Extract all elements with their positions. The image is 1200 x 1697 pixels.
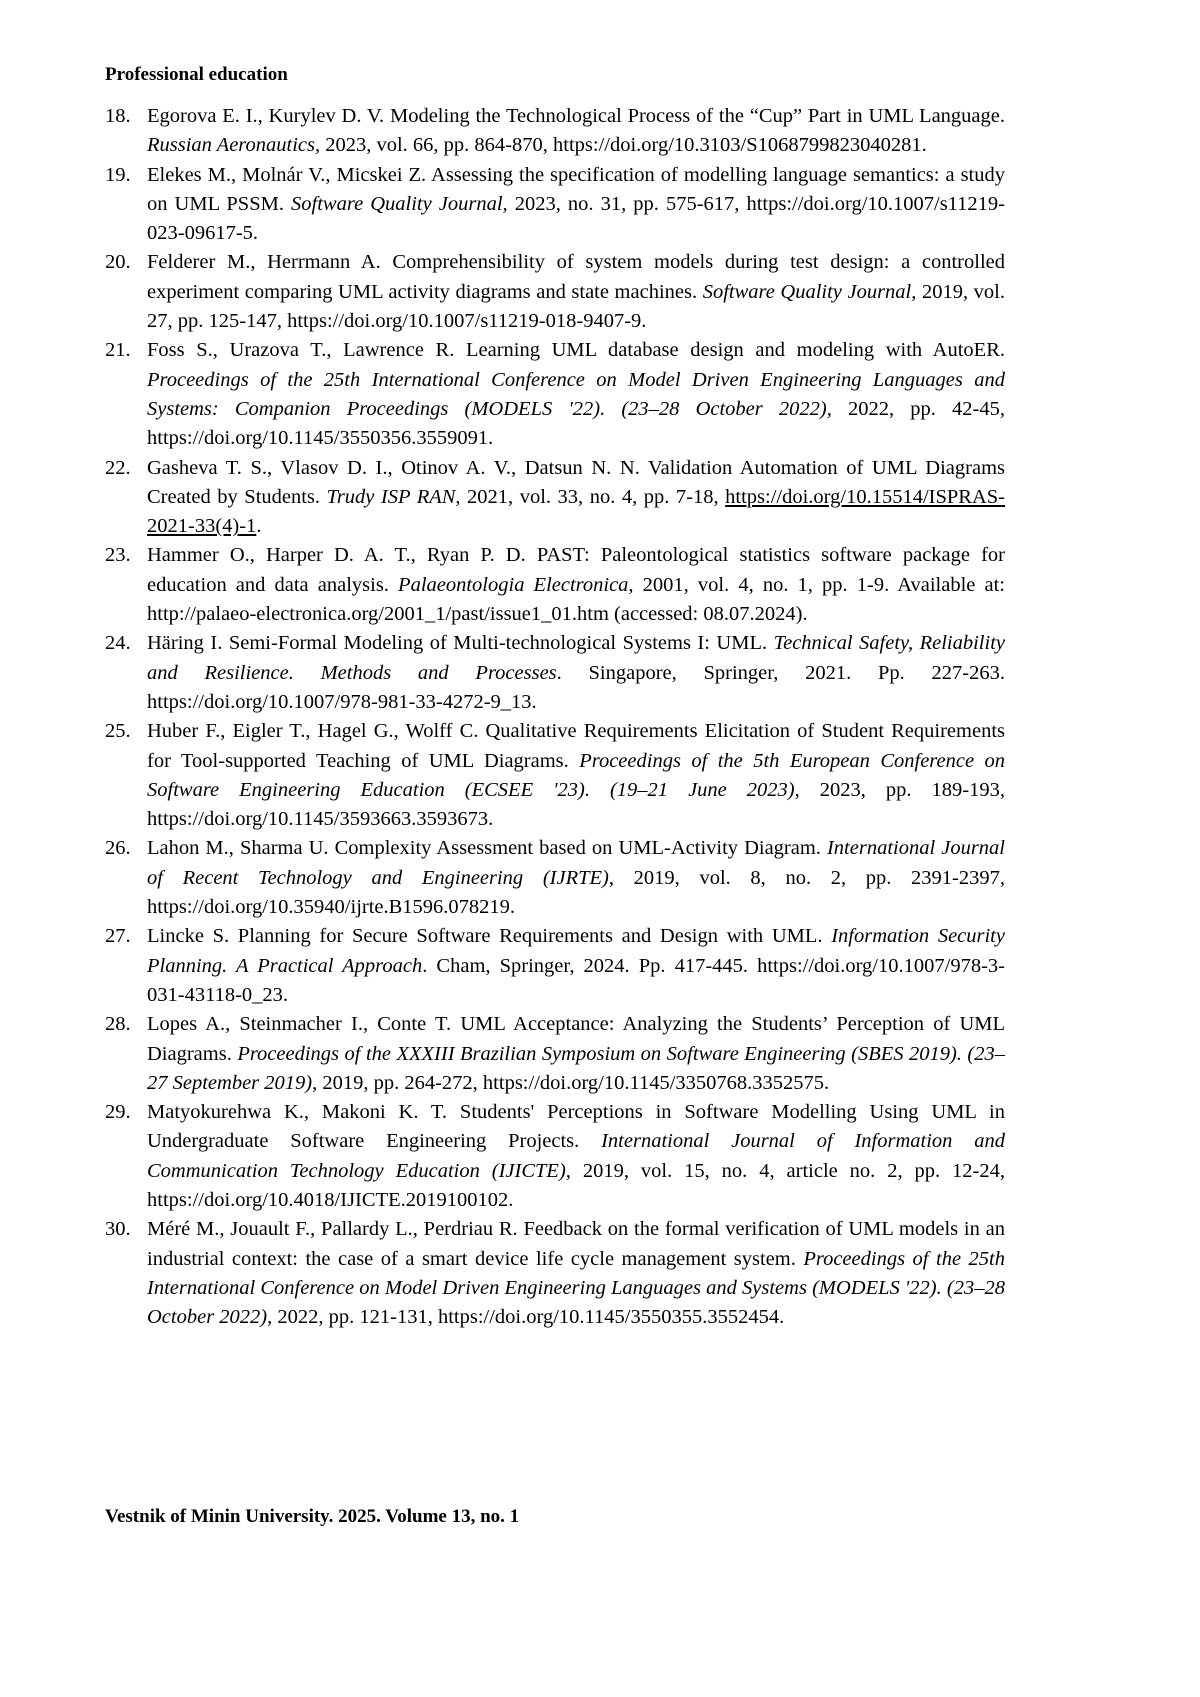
reference-text — [147, 925, 1005, 1006]
reference-list — [105, 102, 1005, 1332]
reference-item — [105, 1215, 1005, 1332]
reference-source-title: Technical Safety, Reliability and Resilience. Methods and Processes — [147, 632, 1005, 684]
reference-number: 25. — [105, 720, 131, 743]
reference-segment: Egorova E. I., Kurylev D. V. Modeling the Technological Process of the “Cup” Part in UML Language. — [147, 105, 1005, 127]
reference-number: 23. — [105, 544, 131, 567]
reference-number: 19. — [105, 163, 131, 186]
reference-text — [147, 164, 1005, 245]
reference-text — [147, 837, 1005, 918]
reference-source-title: Palaeontologia Electronica, — [398, 573, 634, 596]
reference-segment: . Singapore, Springer, 2021. Pp. 227-263. https://doi.org/10.1007/978-981-33-4272-9_13. — [147, 661, 1005, 713]
reference-segment: . — [256, 515, 262, 538]
reference-number: 21. — [105, 339, 131, 362]
reference-segment: 2022, pp. 42-45, https://doi.org/10.1145/3550356.3559091. — [147, 397, 1005, 450]
reference-segment: . Cham, Springer, 2024. Pp. 417-445. https://doi.org/10.1007/978-3-031-43118-0_23. — [147, 954, 1005, 1006]
reference-segment: Hammer O., Harper D. A. T., Ryan P. D. PAST: Paleontological statistics software package for education and data analysis. — [147, 544, 1005, 596]
reference-segment: Häring I. Semi-Formal Modeling of Multi-technological Systems I: UML. — [147, 632, 774, 655]
reference-segment: Felderer M., Herrmann A. Comprehensibility of system models during test design: a controlled experiment comparing UML activity diagrams and state machines. — [147, 251, 1005, 303]
reference-text — [147, 339, 1005, 449]
reference-number: 28. — [105, 1013, 131, 1036]
reference-segment: Gasheva T. S., Vlasov D. I., Otinov A. V., Datsun N. N. Validation Automation of UML Diagrams Created by Students. — [147, 456, 1005, 508]
reference-text — [147, 632, 1005, 713]
reference-segment: 2021, vol. 33, no. 4, pp. 7-18, — [460, 485, 726, 508]
reference-item — [105, 834, 1005, 922]
reference-item — [105, 922, 1005, 1010]
reference-item — [105, 541, 1005, 629]
reference-segment: 2023, no. 31, pp. 575-617, https://doi.org/10.1007/s11219-023-09617-5. — [147, 192, 1005, 245]
reference-number: 27. — [105, 925, 131, 948]
reference-item — [105, 248, 1005, 336]
reference-text — [147, 1013, 1005, 1094]
reference-segment: Matyokurehwa K., Makoni K. T. Students' Perceptions in Software Modelling Using UML in Undergraduate Software Engineering Projects. — [147, 1101, 1005, 1153]
reference-text — [147, 720, 1005, 830]
reference-segment: Méré M., Jouault F., Pallardy L., Perdriau R. Feedback on the formal verification of UML models in an industrial context: the case of a smart device life cycle management system. — [147, 1218, 1005, 1270]
reference-segment: 2023, pp. 189-193, https://doi.org/10.1145/3593663.3593673. — [147, 778, 1005, 831]
reference-segment: Elekes M., Molnár V., Micskei Z. Assessing the specification of modelling language semantics: a study on UML PSSM. — [147, 163, 1005, 215]
reference-source-title: Proceedings of the 25th International Conference on Model Driven Engineering Languages and Systems (MODELS '22). (23–28 October 2022), — [147, 1247, 1005, 1329]
reference-segment: Lopes A., Steinmacher I., Conte T. UML Acceptance: Analyzing the Students’ Perception of UML Diagrams. — [147, 1013, 1005, 1065]
reference-number: 26. — [105, 837, 131, 860]
reference-segment: Huber F., Eigler T., Hagel G., Wolff C. Qualitative Requirements Elicitation of Student Requirements for Tool-supported Teaching of UML Diagrams. — [147, 720, 1005, 772]
doi-link[interactable]: https://doi.org/10.15514/ISPRAS-2021-33(4)-1 — [147, 485, 1005, 538]
reference-item — [105, 161, 1005, 249]
reference-segment: Lincke S. Planning for Secure Software Requirements and Design with UML. — [147, 925, 832, 948]
reference-text — [147, 105, 1005, 156]
reference-segment: , 2019, vol. 8, no. 2, pp. 2391-2397, https://doi.org/10.35940/ijrte.B1596.078219. — [147, 866, 1005, 919]
reference-segment: Lahon M., Sharma U. Complexity Assessment based on UML-Activity Diagram. — [147, 837, 827, 860]
reference-item — [105, 1010, 1005, 1098]
reference-source-title: Proceedings of the 25th International Conference on Model Driven Engineering Languages and Systems: Companion Proceedings (MODELS '22). (23–28 October 2022), — [147, 368, 1005, 420]
reference-text — [147, 251, 1005, 332]
reference-source-title: Russian Aeronautics, — [147, 134, 321, 157]
reference-text — [147, 1101, 1005, 1211]
reference-source-title: International Journal of Information and Communication Technology Education (IJICTE), — [147, 1130, 1005, 1182]
reference-item — [105, 1098, 1005, 1215]
reference-segment: 2019, vol. 15, no. 4, article no. 2, pp. 12-24, https://doi.org/10.4018/IJICTE.2019100102. — [147, 1159, 1006, 1211]
reference-number: 29. — [105, 1101, 131, 1124]
reference-text — [147, 1218, 1005, 1328]
reference-item — [105, 336, 1005, 453]
reference-source-title: International Journal of Recent Technology and Engineering (IJRTE) — [147, 837, 1005, 889]
reference-item — [105, 102, 1005, 161]
reference-item — [105, 454, 1005, 542]
reference-text — [147, 457, 1005, 538]
page-footer: Vestnik of Minin University. 2025. Volume 13, no. 1 — [105, 1506, 520, 1527]
reference-source-title: Software Quality Journal, — [291, 192, 508, 215]
reference-number: 22. — [105, 456, 131, 479]
reference-number: 20. — [105, 251, 131, 274]
reference-segment: 2023, vol. 66, pp. 864-870, https://doi.org/10.3103/S1068799823040281. — [320, 134, 927, 157]
reference-segment: 2019, pp. 264-272, https://doi.org/10.1145/3350768.3352575. — [317, 1071, 830, 1094]
reference-number: 18. — [105, 105, 131, 127]
reference-item — [105, 717, 1005, 834]
reference-source-title: Trudy ISP RAN, — [326, 485, 461, 508]
reference-number: 30. — [105, 1218, 131, 1241]
reference-source-title: Proceedings of the XXXIII Brazilian Symposium on Software Engineering (SBES 2019). (23–27 September 2019), — [147, 1042, 1005, 1094]
reference-source-title: Information Security Planning. A Practical Approach — [147, 925, 1005, 977]
reference-item — [105, 629, 1005, 717]
reference-text — [147, 544, 1005, 625]
reference-segment: 2019, vol. 27, pp. 125-147, https://doi.org/10.1007/s11219-018-9407-9. — [147, 280, 1005, 333]
reference-source-title: Proceedings of the 5th European Conference on Software Engineering Education (ECSEE '23). (19–21 June 2023), — [147, 749, 1005, 801]
reference-number: 24. — [105, 632, 131, 655]
reference-segment: Foss S., Urazova T., Lawrence R. Learning UML database design and modeling with AutoER. — [147, 339, 1005, 362]
reference-segment: 2022, pp. 121-131, https://doi.org/10.1145/3550355.3552454. — [272, 1306, 785, 1329]
reference-segment: 2001, vol. 4, no. 1, pp. 1-9. Available at: http://palaeo-electronica.org/2001_1/past/issue1_01.htm (accessed: 08.07.2024). — [147, 573, 1005, 626]
section-header: Professional education — [105, 64, 288, 85]
reference-source-title: Software Quality Journal, — [702, 280, 917, 303]
